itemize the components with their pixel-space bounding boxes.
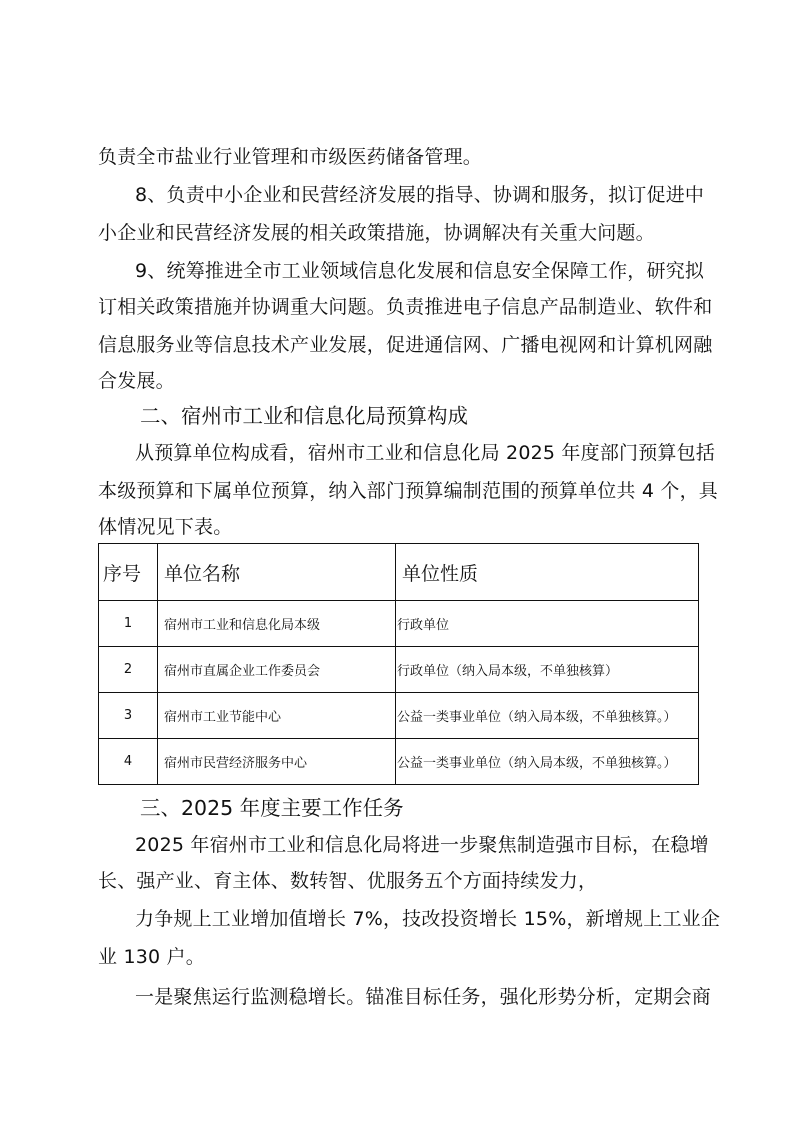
paragraph-line: 9、统筹推进全市工业领域信息化发展和信息安全保障工作，研究拟 xyxy=(135,260,705,282)
table-row xyxy=(99,647,699,693)
header-unit-name: 单位名称 xyxy=(158,544,396,601)
header-index: 序号 xyxy=(99,544,158,601)
paragraph-line: 小企业和民营经济发展的相关政策措施，协调解决有关重大问题。 xyxy=(98,222,655,244)
paragraph-line: 业 130 户。 xyxy=(98,946,205,968)
header-unit-nature: 单位性质 xyxy=(396,544,699,601)
section-heading: 二、宿州市工业和信息化局预算构成 xyxy=(140,404,468,428)
row-unit-name: 宿州市工业节能中心 xyxy=(158,693,396,739)
paragraph-line: 本级预算和下属单位预算，纳入部门预算编制范围的预算单位共 4 个，具 xyxy=(98,480,718,502)
row-index: 1 xyxy=(99,601,158,647)
paragraph-line: 长、强产业、育主体、数转智、优服务五个方面持续发力， xyxy=(98,870,598,892)
row-index: 2 xyxy=(99,647,158,693)
budget-units-table xyxy=(98,543,699,785)
paragraph-line: 负责全市盐业行业管理和市级医药储备管理。 xyxy=(98,146,483,168)
row-unit-name: 宿州市民营经济服务中心 xyxy=(158,739,396,785)
row-unit-name: 宿州市直属企业工作委员会 xyxy=(158,647,396,693)
paragraph-line: 从预算单位构成看，宿州市工业和信息化局 2025 年度部门预算包括 xyxy=(135,442,716,464)
paragraph-line: 一是聚焦运行监测稳增长。锚准目标任务，强化形势分析，定期会商 xyxy=(135,986,712,1008)
paragraph-line: 体情况见下表。 xyxy=(98,516,233,538)
row-index: 3 xyxy=(99,693,158,739)
table-row xyxy=(99,693,699,739)
paragraph-line: 2025 年宿州市工业和信息化局将进一步聚焦制造强市目标，在稳增 xyxy=(135,834,709,856)
table-header-row xyxy=(99,544,699,601)
row-unit-nature: 行政单位（纳入局本级，不单独核算） xyxy=(396,647,699,693)
paragraph-line: 力争规上工业增加值增长 7%，技改投资增长 15%，新增规上工业企 xyxy=(135,908,721,930)
row-index: 4 xyxy=(99,739,158,785)
row-unit-name: 宿州市工业和信息化局本级 xyxy=(158,601,396,647)
row-unit-nature: 行政单位 xyxy=(396,601,699,647)
paragraph-line: 订相关政策措施并协调重大问题。负责推进电子信息产品制造业、软件和 xyxy=(98,296,713,318)
section-heading: 三、2025 年度主要工作任务 xyxy=(140,796,404,820)
table-row xyxy=(99,601,699,647)
paragraph-line: 合发展。 xyxy=(98,370,175,392)
paragraph-line: 8、负责中小企业和民营经济发展的指导、协调和服务，拟订促进中 xyxy=(135,184,705,206)
row-unit-nature: 公益一类事业单位（纳入局本级，不单独核算。） xyxy=(396,739,699,785)
table-row xyxy=(99,739,699,785)
paragraph-line: 信息服务业等信息技术产业发展，促进通信网、广播电视网和计算机网融 xyxy=(98,334,713,356)
row-unit-nature: 公益一类事业单位（纳入局本级，不单独核算。） xyxy=(396,693,699,739)
